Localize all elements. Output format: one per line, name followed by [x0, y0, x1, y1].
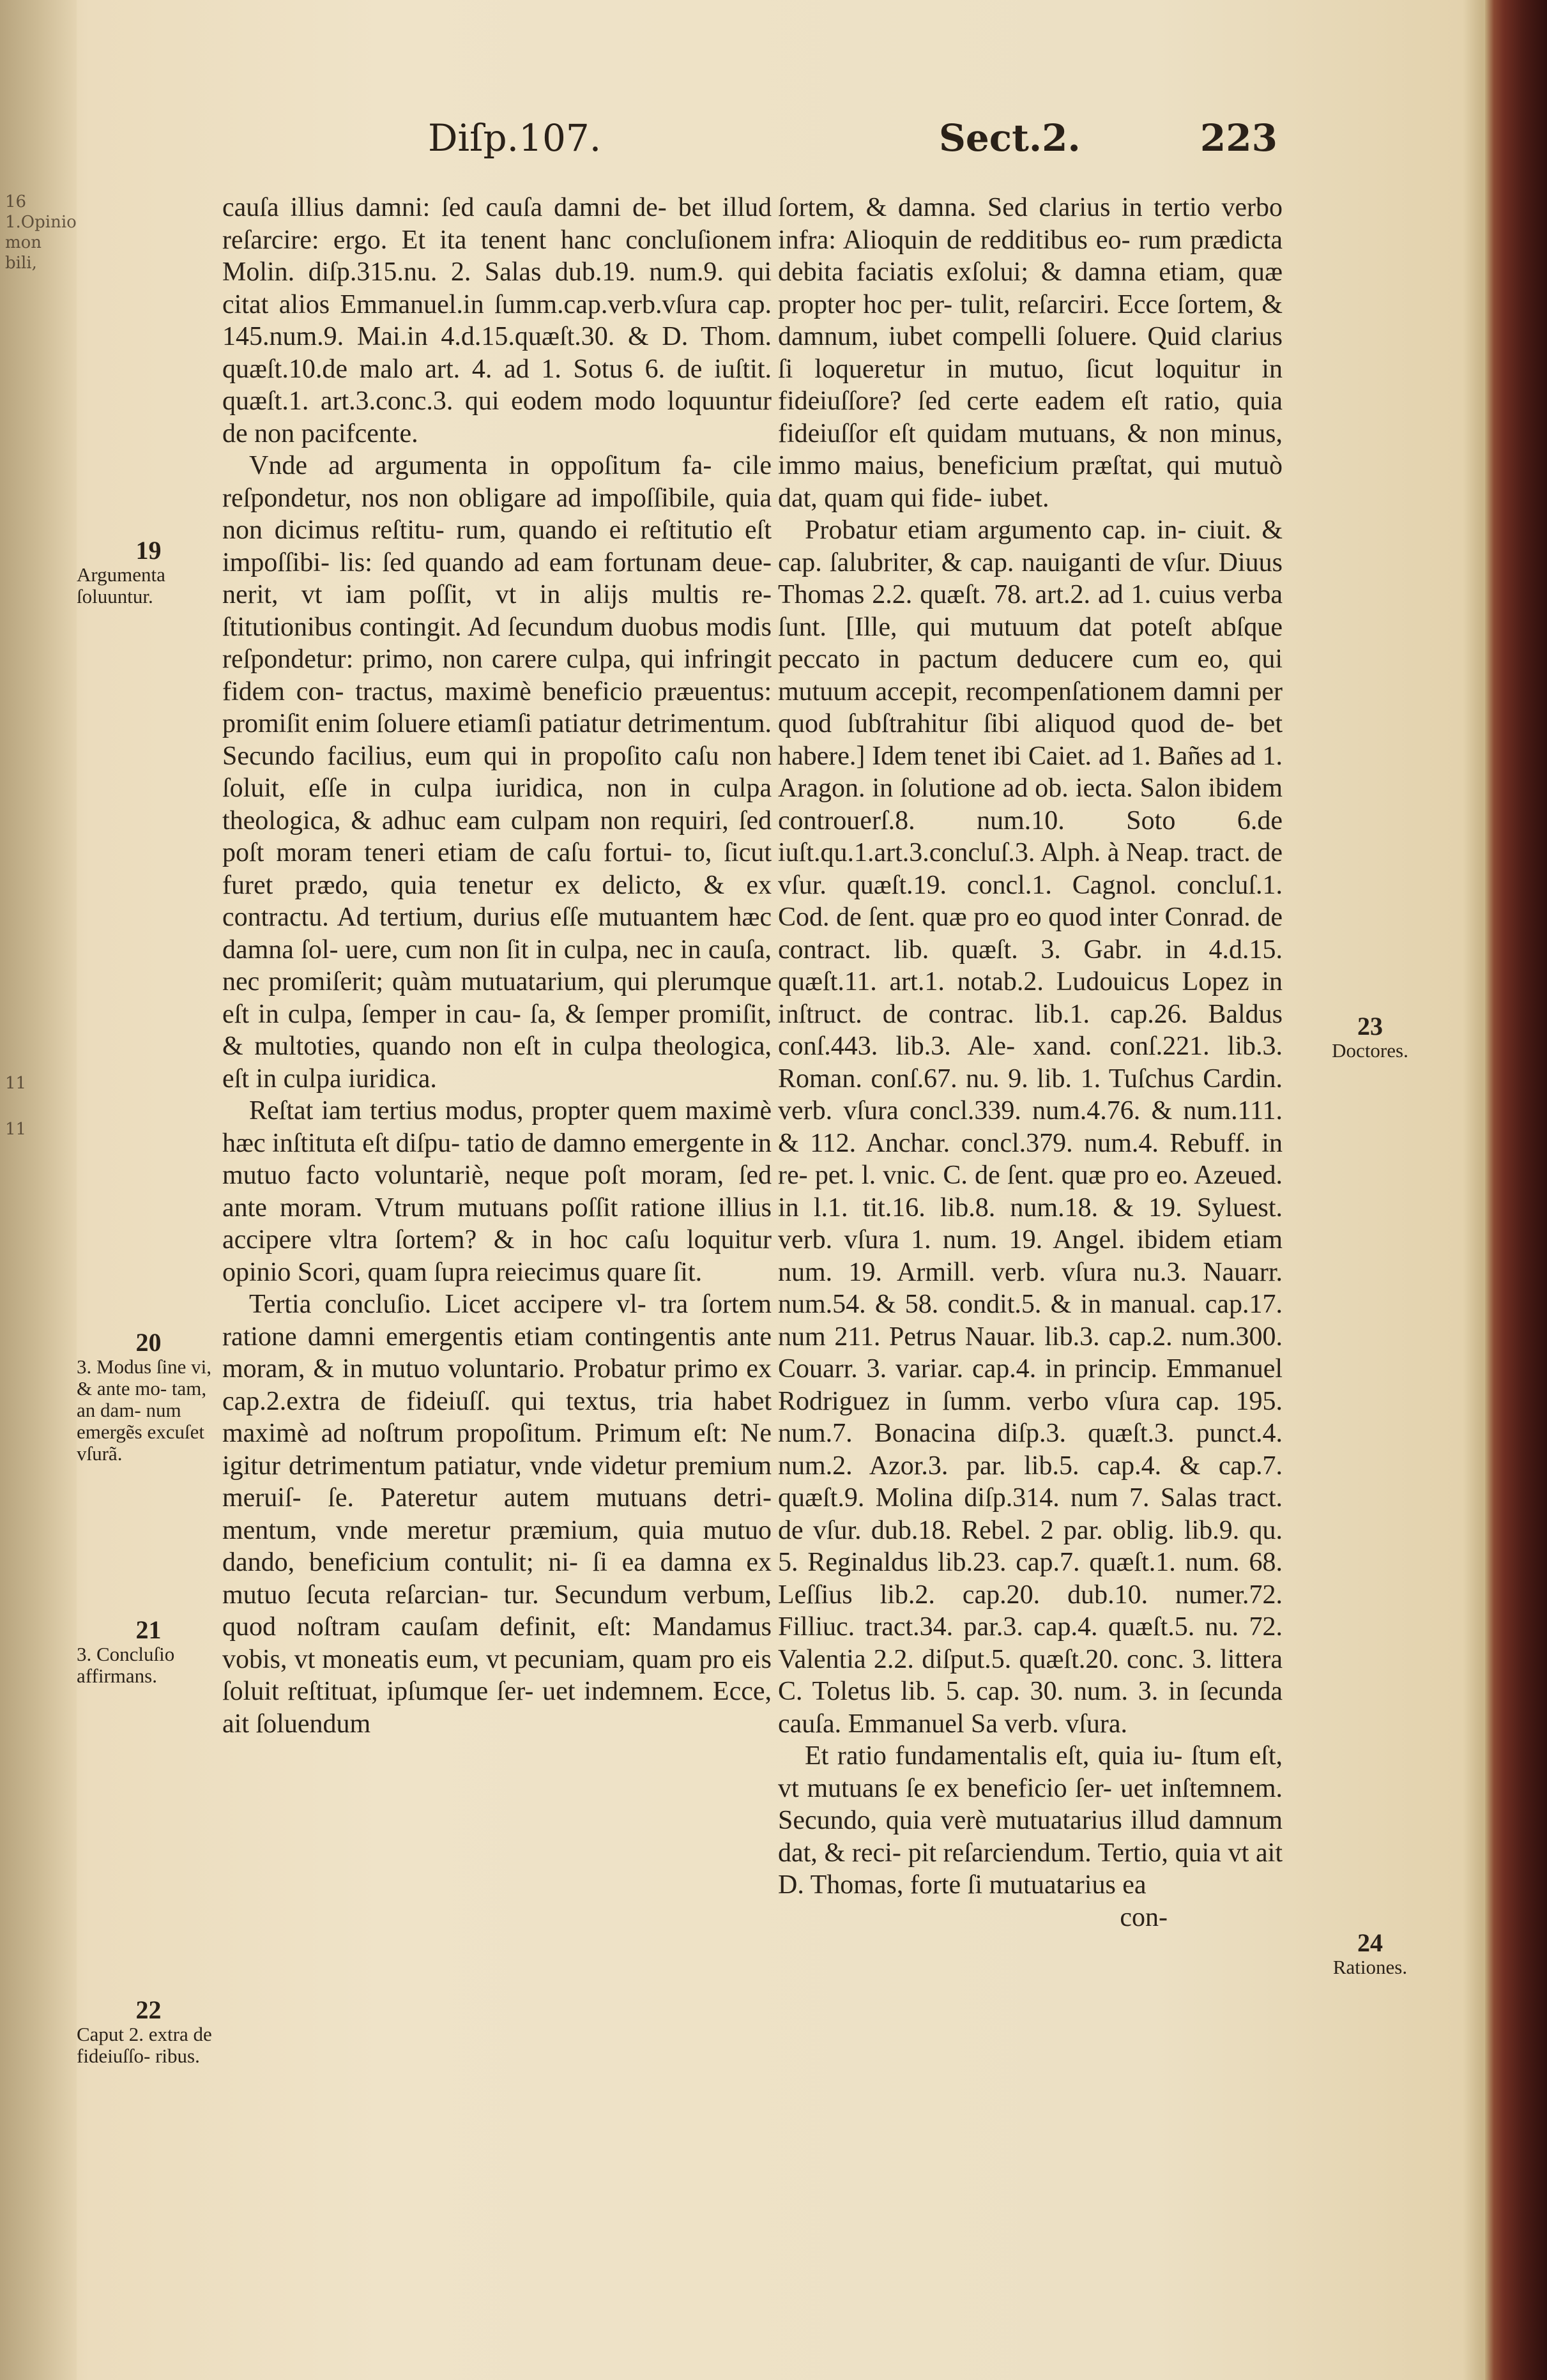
- paragraph: Vnde ad argumenta in oppoſitum fa- cile reſpondetur, nos non obligare ad impoſſibile, quia non dicimus reſtitu- rum, quando ei reſtitutio eſt impoſſibi- lis: ſed quando ad eam fortunam deue- nerit, vt iam poſſit, vt in alijs multis re- ſtitutionibus contingit. Ad ſecundum duobus modis reſpondetur: primo, non carere culpa, qui infringit fidem con- tractus, maximè beneficio præuentus: promiſit enim ſoluere etiamſi patiatur detrimentum. Secundo facilius, eum qui in propoſito caſu non ſoluit, eſſe in culpa iuridica, non in culpa theologica, & adhuc eam culpam non requiri, ſed poſt moram teneri etiam de caſu fortui- to, ſicut furet prædo, quia tenetur ex delicto, & ex contractu. Ad tertium, durius eſſe mutuantem hæc damna ſol- uere, cum non ſit in culpa, nec in cauſa, nec promiſerit; quàm mutuatarium, qui plerumque eſt in culpa, ſemper in cau- ſa, & ſemper promiſit, & multoties, quando non eſt in culpa theologica, eſt in culpa iuridica.: [222, 451, 772, 1094]
- paragraph: Probatur etiam argumento cap. in- ciuit. & cap. ſalubriter, & cap. nauiganti de vſur. Diuus Thomas 2.2. quæſt. 78. art.2. ad 1. cuius verba ſunt. [Ille, qui mutuum dat poteſt abſque peccato in pactum deducere cum eo, qui mutuum accepit, recompenſationem damni per quod ſubſtrahitur ſibi aliquod quod de- bet habere.] Idem tenet ibi Caiet. ad 1. Bañes ad 1. Aragon. in ſolutione ad ob. iecta. Salon ibidem controuerſ.8. num.10. Soto 6.de iuſt.qu.1.art.3.concluſ.3. Alph. à Neap. tract. de vſur. quæſt.19. concl.1. Cagnol. concluſ.1. Cod. de ſent. quæ pro eo quod inter Conrad. de contract. lib. quæſt. 3. Gabr. in 4.d.15. quæſt.11. art.1. notab.2. Ludouicus Lopez in inſtruct. de contrac. lib.1. cap.26. Baldus conſ.443. lib.3. Ale- xand. conſ.221. lib.3. Roman. conſ.67. nu. 9. lib. 1. Tuſchus Cardin. verb. vſura concl.339. num.4.76. & num.111. & 112. Anchar. concl.379. num.4. Rebuff. in re- pet. l. vnic. C. de ſent. quæ pro eo. Azeued. in l.1. tit.16. lib.8. num.18. & 19. Syluest. verb. vſura 1. num. 19. Angel. ibidem etiam num. 19. Armill. verb. vſura nu.3. Nauarr. num.54. & 58. condit.5. & in manual. cap.17. num 211. Petrus Nauar. lib.3. cap.2. num.300. Couarr. 3. variar. cap.4. in princip. Emmanuel Rodriguez in ſumm. verbo vſura cap. 195. num.7. Bonacina diſp.3. quæſt.3. punct.4. num.2. Azor.3. par. lib.5. cap.4. & cap.7. quæſt.9. Molina diſp.314. num 7. Salas tract. de vſur. dub.18. Rebel. 2 par. oblig. lib.9. qu. 5. Reginaldus lib.23. cap.7. quæſt.1. num. 68. Leſſius lib.2. cap.20. dub.10. numer.72. Filliuc. tract.34. par.3. cap.4. quæſt.5. nu. 72. Valentia 2.2. diſput.5. quæſt.20. conc. 3. littera C. Toletus lib. 5. cap. 30. num. 3. in ſecunda cauſa. Emmanuel Sa verb. vſura.: [778, 515, 1283, 1739]
- book-binding: [1485, 0, 1547, 2380]
- margin-note-text: Rationes.: [1332, 1956, 1408, 1978]
- paragraph: cauſa illius damni: ſed cauſa damni de- bet illud reſarcire: ergo. Et ita tenent hanc concluſionem Molin. diſp.315.nu. 2. Salas dub.19. num.9. qui citat alios Emmanuel.in ſumm.cap.verb.vſura cap. 145.num.9. Mai.in 4.d.15.quæſt.30. & D. Thom. quæſt.10.de malo art. 4. ad 1. Sotus 6. de iuſtit. quæſt.1. art.3.conc.3. qui eodem modo loquuntur de non pacifcente.: [222, 193, 772, 448]
- margin-note: [77, 1995, 220, 2067]
- running-header: [428, 116, 1277, 174]
- margin-note-number: 24: [1357, 1928, 1383, 1957]
- margin-note: [77, 1615, 220, 1687]
- margin-note-text: Argumenta ſoluuntur.: [77, 563, 165, 607]
- page-number: 223: [1200, 116, 1277, 160]
- margin-note: [1274, 1928, 1466, 1978]
- margin-note-text: 3. Concluſio affirmans.: [77, 1643, 175, 1687]
- margin-note-text: Doctores.: [1332, 1039, 1408, 1062]
- paragraph: Et ratio fundamentalis eſt, quia iu- ſtum eſt, vt mutuans ſe ex beneficio ſer- uet inſtemnem. Secundo, quia verè mutuatarius illud damnum dat, & reci- pit reſarciendum. Tertio, quia vt ait D. Thomas, forte ſi mutuatarius ea: [778, 1741, 1283, 1900]
- bleed-line: 11: [5, 1120, 27, 1139]
- bleed-line: 11: [5, 1074, 27, 1093]
- margin-note-number: 20: [135, 1328, 162, 1357]
- paragraph: Reſtat iam tertius modus, propter quem maximè hæc inſtituta eſt diſpu- tatio de damno emergente in mutuo facto voluntariè, neque poſt moram, ſed ante moram. Vtrum mutuans poſſit ratione illius accipere vltra ſortem? & in hoc caſu loquitur opinio Scori, quam ſupra reiecimus quare ſit.: [222, 1096, 772, 1287]
- margin-note: [77, 536, 220, 607]
- margin-note-number: 22: [135, 1995, 162, 2024]
- bleed-line: mon: [5, 233, 42, 252]
- margin-note-text: Caput 2. extra de fideiuſſo- ribus.: [77, 2023, 212, 2067]
- paragraph: ſortem, & damna. Sed clarius in tertio verbo infra: Alioquin de redditibus eo- rum prædicta debita faciatis exſolui; & damna etiam, quæ propter hoc per- tulit, reſarciri. Ecce ſortem, & damnum, iubet compelli ſoluere. Quid clarius ſi loqueretur in mutuo, ſicut loquitur in fideiuſſore? ſed certe eadem eſt ratio, quia fideiuſſor eſt quidam mutuans, & non minus, immo maius, beneficium præſtat, qui mutuò dat, quam qui fide- iubet.: [778, 193, 1283, 513]
- bleed-text: [5, 1073, 69, 1140]
- header-disputation: Diſp.107.: [428, 116, 602, 160]
- left-text-column: [222, 192, 772, 1740]
- bleed-line: 16: [5, 192, 27, 211]
- right-text-column: [778, 192, 1283, 1934]
- left-page-edge: [0, 0, 77, 2380]
- paragraph: Tertia concluſio. Licet accipere vl- tra ſortem ratione damni emergentis etiam contingentis ante moram, & in mutuo voluntario. Probatur primo ex cap.2.extra de fideiuſſ. qui textus, tria habet maximè ad noſtrum propoſitum. Primum eſt: Ne igitur detrimentum patiatur, vnde videtur premium meruiſ- ſe. Pateretur autem mutuans detri- mentum, vnde meretur præmium, quia mutuo dando, beneficium contulit; ni- ſi ea damna ex mutuo ſecuta reſarcian- tur. Secundum verbum, quod noſtram cauſam definit, eſt: Mandamus vobis, vt moneatis eum, vt pecuniam, quam pro eis ſoluit reſtituat, ipſumque ſer- uet indemnem. Ecce, ait ſoluendum: [222, 1290, 772, 1739]
- catchword: con-: [1120, 1902, 1168, 1932]
- bleed-text: [5, 192, 77, 273]
- bleed-line: bili,: [5, 254, 37, 273]
- margin-note-number: 19: [135, 536, 162, 565]
- margin-note: [1274, 1012, 1466, 1062]
- margin-note-number: 21: [135, 1615, 162, 1644]
- margin-note: [77, 1328, 220, 1465]
- margin-note-text: 3. Modus ſine vi, & ante mo- tam, an dam- num emergẽs excuſet vſurã.: [77, 1355, 211, 1465]
- header-section: Sect.2.: [939, 116, 1081, 160]
- bleed-line: 1.Opinio: [5, 213, 77, 232]
- margin-note-number: 23: [1357, 1012, 1383, 1041]
